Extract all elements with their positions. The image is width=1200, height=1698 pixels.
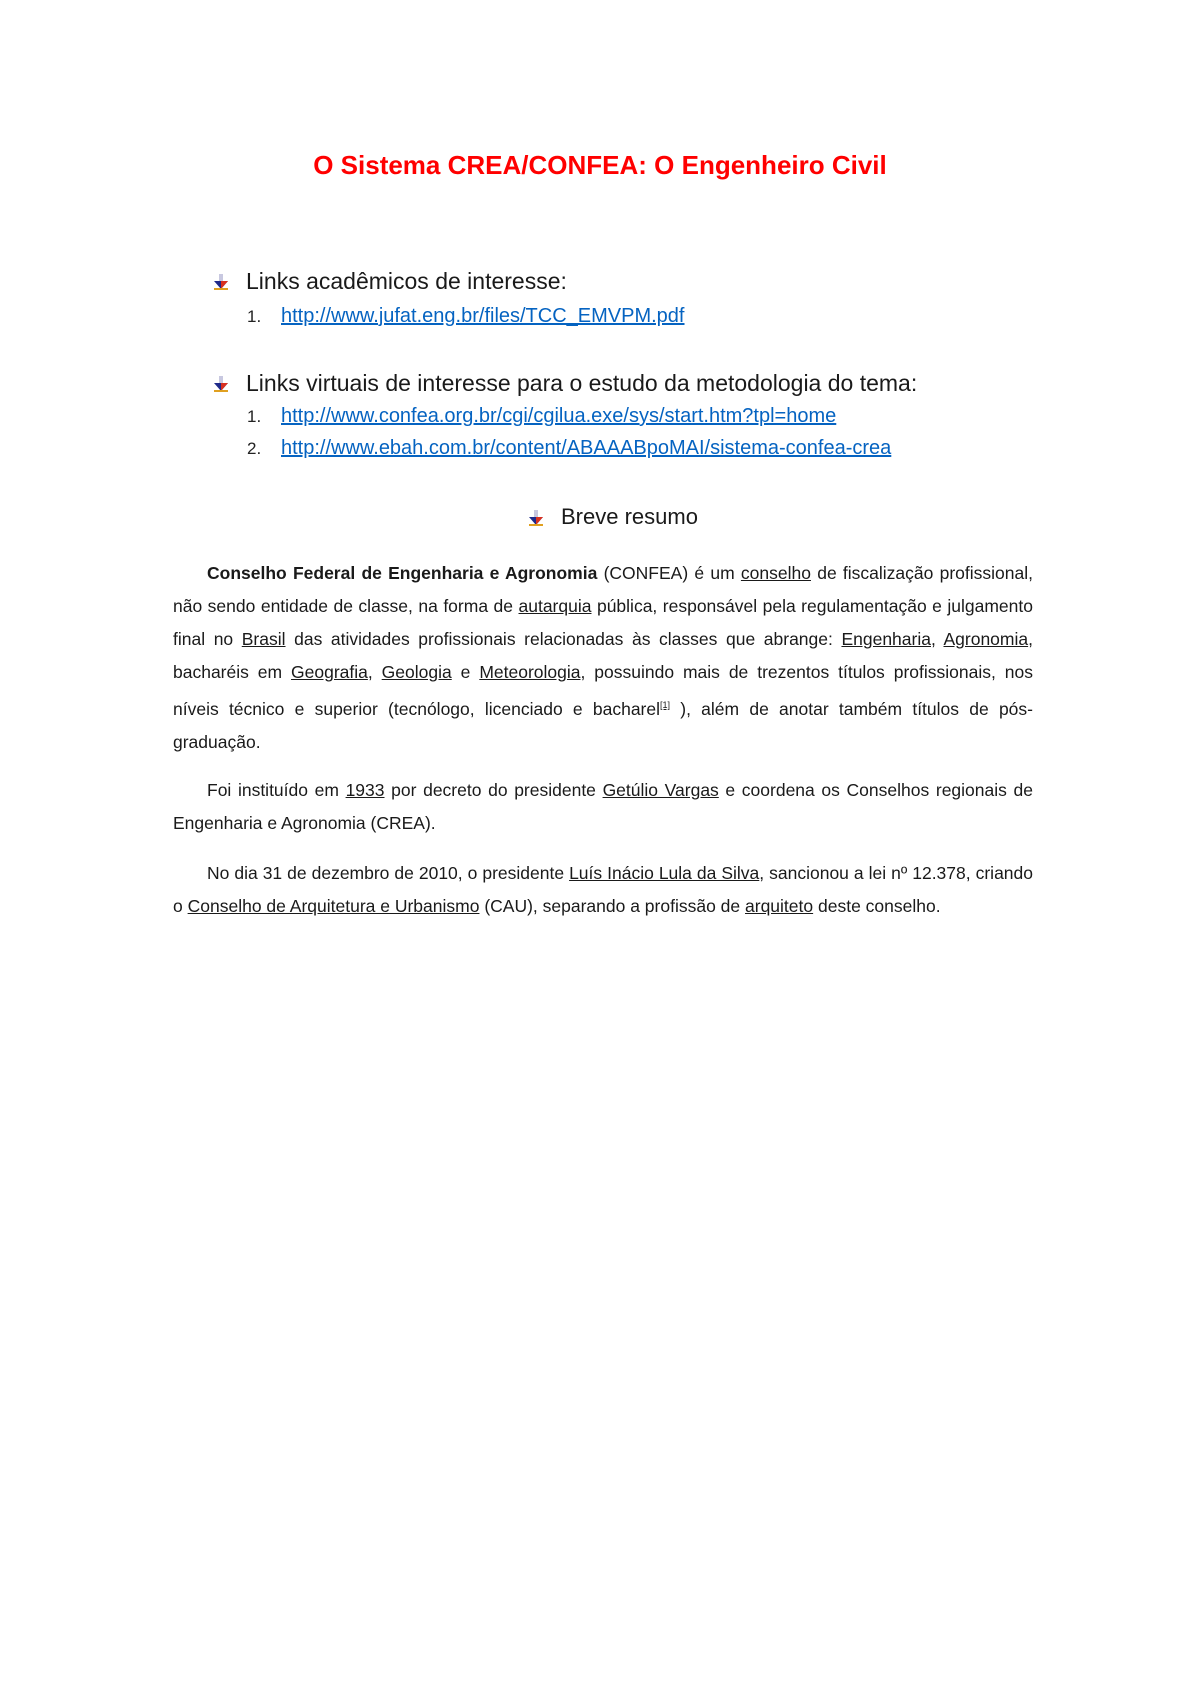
arrow-bullet-icon — [212, 273, 230, 291]
link-autarquia[interactable]: autarquia — [518, 596, 592, 616]
link-agronomia[interactable]: Agronomia — [943, 629, 1029, 649]
link-brasil[interactable]: Brasil — [241, 629, 286, 649]
link-conselho[interactable]: conselho — [740, 563, 811, 583]
summary-paragraph-2: Foi instituído em 1933 por decreto do presidente Getúlio Vargas e coordena os Conselhos regionais de Engenharia e Agronomia (CREA). — [173, 780, 1033, 833]
academic-link[interactable]: http://www.jufat.eng.br/files/TCC_EMVPM.pdf — [281, 305, 685, 327]
ebah-link[interactable]: http://www.ebah.com.br/content/ABAAABpoMAI/sistema-confea-crea — [281, 437, 892, 459]
link-lula[interactable]: Luís Inácio Lula da Silva — [569, 863, 760, 883]
section-academic-links-heading — [246, 266, 567, 296]
bold-lead: Conselho Federal de Engenharia e Agronomia — [207, 563, 598, 583]
section-heading-text: Links virtuais de interesse para o estudo da metodologia do tema: — [246, 370, 918, 396]
list-number: 2. — [247, 439, 262, 458]
section-summary-heading — [561, 502, 698, 532]
list-item — [247, 302, 685, 330]
confea-link[interactable]: http://www.confea.org.br/cgi/cgilua.exe/sys/start.htm?tpl=home — [281, 405, 837, 427]
section-virtual-links-heading — [246, 368, 917, 398]
link-getulio-vargas[interactable]: Getúlio Vargas — [602, 780, 719, 800]
link-engenharia[interactable]: Engenharia — [841, 629, 931, 649]
link-1933[interactable]: 1933 — [345, 780, 385, 800]
list-item — [247, 434, 892, 462]
link-geografia[interactable]: Geografia — [291, 662, 368, 682]
link-meteorologia[interactable]: Meteorologia — [479, 662, 581, 682]
arrow-bullet-icon — [527, 509, 545, 527]
page-title: O Sistema CREA/CONFEA: O Engenheiro Civil — [313, 150, 887, 180]
section-heading-text: Links acadêmicos de interesse: — [246, 268, 567, 294]
summary-paragraph-1: Conselho Federal de Engenharia e Agronomia (CONFEA) é um conselho de fiscalização profissional, não sendo entidade de classe, na forma de autarquia pública, responsável pela regulamentação e julgamento final no Brasil das atividades profissionais relacionadas às classes que abrange: Engenharia, Agronomia, bacharéis em Geografia, Geologia e Meteorologia, possuindo mais de trezentos títulos profissionais, nos níveis técnico e superior (tecnólogo, licenciado e bacharel[1] ), além de anotar também títulos de pós-graduação. — [173, 563, 1033, 752]
section-heading-text: Breve resumo — [561, 504, 698, 529]
list-number: 1. — [247, 307, 262, 326]
list-item — [247, 402, 837, 430]
list-number: 1. — [247, 407, 262, 426]
link-arquiteto[interactable]: arquiteto — [745, 896, 814, 916]
arrow-bullet-icon — [212, 375, 230, 393]
summary-paragraph-3: No dia 31 de dezembro de 2010, o presidente Luís Inácio Lula da Silva, sancionou a lei nº 12.378, criando o Conselho de Arquitetura e Urbanismo (CAU), separando a profissão de arquiteto deste conselho. — [173, 863, 1033, 916]
link-cau[interactable]: Conselho de Arquitetura e Urbanismo — [187, 896, 480, 916]
reference-marker[interactable]: [1] — [660, 700, 671, 710]
link-geologia[interactable]: Geologia — [381, 662, 452, 682]
